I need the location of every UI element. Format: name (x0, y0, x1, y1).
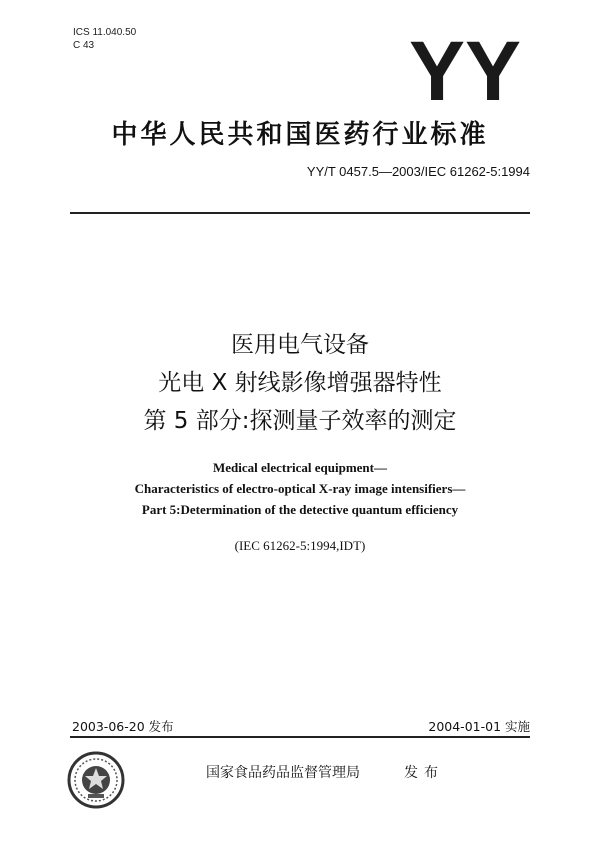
ics-code-block (73, 26, 136, 52)
ccs-code: C 43 (73, 40, 95, 51)
title-cn-line3: 第 5 部分:探测量子效率的测定 (143, 408, 457, 434)
top-divider (70, 212, 530, 214)
publish-date: 2003-06-20 发布 (72, 719, 174, 734)
issuer-seal-icon (66, 750, 126, 810)
title-cn-line1: 医用电气设备 (231, 332, 369, 358)
title-en-line3: Part 5:Determination of the detective quantum efficiency (141, 502, 459, 517)
yy-logo-text: YY (408, 34, 522, 106)
standard-number: YY/T 0457.5—2003/IEC 61262-5:1994 (306, 164, 530, 179)
title-en-line1: Medical electrical equipment— (212, 460, 387, 475)
bottom-divider (70, 736, 530, 738)
title-en-line2: Characteristics of electro-optical X-ray image intensifiers— (134, 481, 466, 496)
ics-code: ICS 11.040.50 (73, 27, 137, 38)
issuer-name: 国家食品药品监督管理局 (206, 765, 360, 781)
implement-date: 2004-01-01 实施 (428, 719, 530, 734)
yy-logo (398, 34, 532, 106)
idt-note: (IEC 61262-5:1994,IDT) (234, 538, 366, 553)
org-title: 中华人民共和国医药行业标准 (111, 120, 489, 150)
title-cn-line2: 光电 X 射线影像增强器特性 (158, 370, 442, 396)
issue-action: 发布 (404, 765, 444, 781)
